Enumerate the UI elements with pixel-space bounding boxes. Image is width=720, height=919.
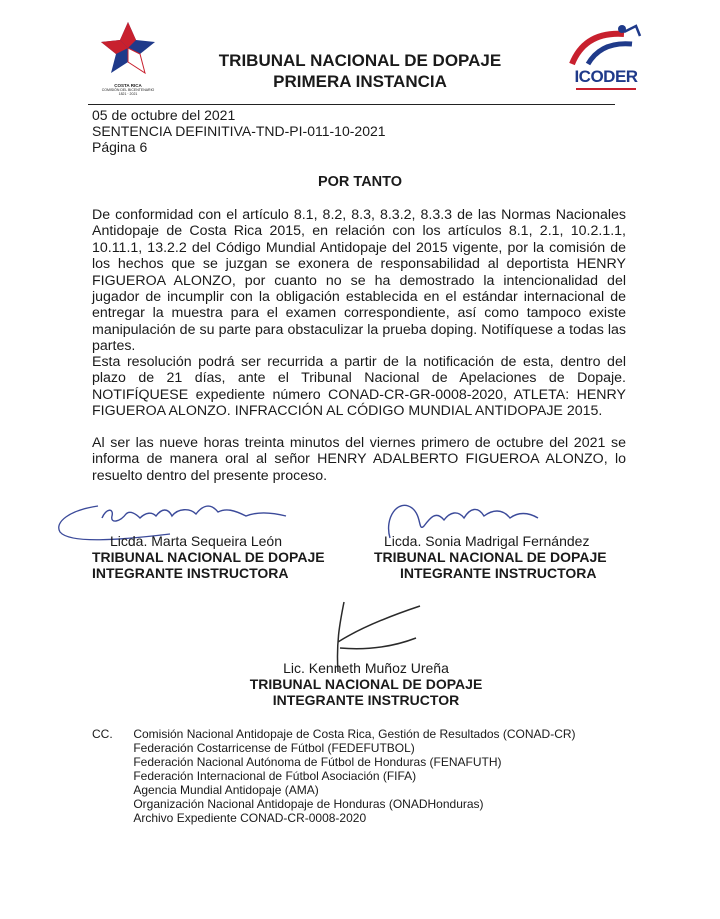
- document-date: 05 de octubre del 2021: [92, 107, 236, 123]
- section-heading: POR TANTO: [317, 174, 403, 190]
- page-number: Página 6: [92, 139, 148, 155]
- paragraph-ruling: De conformidad con el artículo 8.1, 8.2, 8.3, 8.3.2, 8.3.3 de las Normas Nacionales Antidopaje de Costa Rica 2015, en relación con los artículos 8.1, 2.1, 10.2.1.1, 10.11.1, 13.2.2 del Código Mundial Antidopaje del 2015 vigente, por la comisión de los hechos que se juzgan se exonera de responsabilidad al deportista HENRY FIGUEROA ALONZO, por cuanto no se ha demostrado la intencionalidad del jugador de incumplir con la obligación establecida en el estándar internacional de entregar la muestra para el examen correspondiente, así como tampoco existe manipulación de su parte para obstaculizar la prueba doping. Notifíquese a todas las partes.: [92, 207, 626, 355]
- signer-org: TRIBUNAL NACIONAL DE DOPAJE: [374, 549, 607, 565]
- cc-list: [92, 727, 576, 825]
- cc-recipient: Organización Nacional Antidopaje de Honduras (ONADHonduras): [133, 797, 484, 811]
- paragraph-appeal: Esta resolución podrá ser recurrida a partir de la notificación de esta, dentro del plazo de 21 días, ante el Tribunal Nacional de Apelaciones de Dopaje. NOTIFÍQUESE expediente número CONAD-CR-GR-0008-2020, ATLETA: HENRY FIGUEROA ALONZO. INFRACCIÓN AL CÓDIGO MUNDIAL ANTIDOPAJE 2015.: [92, 354, 626, 420]
- title-line2: PRIMERA INSTANCIA: [273, 72, 447, 91]
- cc-recipient: Archivo Expediente CONAD-CR-0008-2020: [133, 811, 367, 825]
- cc-recipient: Agencia Mundial Antidopaje (AMA): [133, 783, 319, 797]
- title-line1: TRIBUNAL NACIONAL DE DOPAJE: [218, 51, 502, 70]
- cc-recipient: Federación Internacional de Fútbol Asociación (FIFA): [133, 769, 417, 783]
- icoder-wordmark: ICODER: [574, 67, 638, 86]
- logo-country: COSTA RICA: [114, 83, 142, 88]
- cc-recipients: [133, 727, 575, 825]
- signer-name: Licda. Sonia Madrigal Fernández: [384, 533, 590, 549]
- signature-block-2: [374, 533, 644, 581]
- paragraph-notification: Al ser las nueve horas treinta minutos del viernes primero de octubre del 2021 se informa de manera oral al señor HENRY ADALBERTO FIGUEROA ALONZO, lo resuelto dentro del presente proceso.: [92, 435, 626, 484]
- logo-years: 1821 · 2021: [118, 92, 138, 96]
- icoder-underline: [576, 88, 636, 90]
- signer-org: TRIBUNAL NACIONAL DE DOPAJE: [92, 549, 325, 565]
- cc-recipient: Federación Nacional Autónoma de Fútbol de Honduras (FENAFUTH): [133, 755, 502, 769]
- signature-block-3: [236, 660, 496, 708]
- document-meta: [92, 107, 386, 155]
- logo-caption: COMISIÓN DEL BICENTENARIO: [101, 88, 155, 92]
- signer-name: Licda. Marta Sequeira León: [110, 533, 282, 549]
- signer-name: Lic. Kenneth Muñoz Ureña: [283, 660, 449, 676]
- signer-org: TRIBUNAL NACIONAL DE DOPAJE: [249, 676, 483, 692]
- signer-role: INTEGRANTE INSTRUCTORA: [92, 565, 289, 581]
- document-reference: SENTENCIA DEFINITIVA-TND-PI-011-10-2021: [92, 123, 386, 139]
- cc-recipient: Federación Costarricense de Fútbol (FEDEFUTBOL): [133, 741, 415, 755]
- signer-role: INTEGRANTE INSTRUCTORA: [400, 565, 597, 581]
- icoder-swoosh-icon: [566, 22, 646, 66]
- header-rule: [88, 104, 615, 105]
- icoder-logo: [566, 22, 646, 88]
- cc-label: CC.: [92, 727, 113, 741]
- cc-recipient: Comisión Nacional Antidopaje de Costa Rica, Gestión de Resultados (CONAD-CR): [133, 727, 576, 741]
- signature-block-1: [92, 533, 362, 581]
- signer-role: INTEGRANTE INSTRUCTOR: [272, 692, 460, 708]
